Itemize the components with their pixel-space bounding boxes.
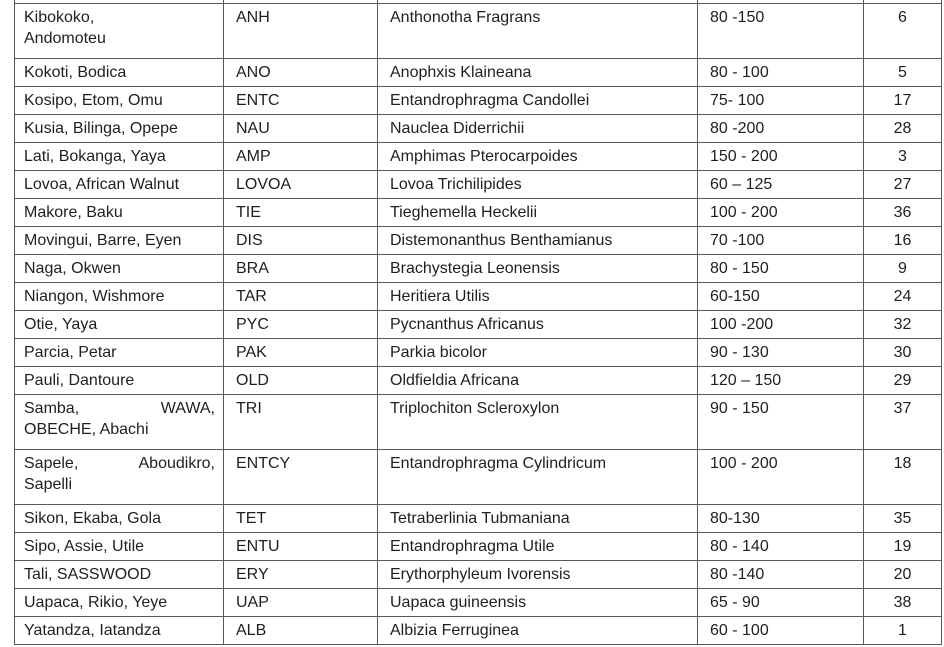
- cell-number: 30: [864, 339, 942, 367]
- cell-diameter-range: 70 -100: [698, 227, 864, 255]
- cell-code: DIS: [224, 227, 378, 255]
- cell-local-names: [15, 450, 224, 505]
- cell-diameter-range: 80 -140: [698, 561, 864, 589]
- cell-local-names: [15, 367, 224, 395]
- table-row: [15, 115, 942, 143]
- name-line: Sipo, Assie, Utile: [24, 538, 145, 555]
- cell-code: UAP: [224, 589, 378, 617]
- table-row: [15, 255, 942, 283]
- name-line: Yatandza, Iatandza: [24, 622, 161, 639]
- cell-code: ANH: [224, 4, 378, 59]
- name-line: Niangon, Wishmore: [24, 288, 165, 305]
- cell-diameter-range: 90 - 150: [698, 395, 864, 450]
- name-line: Tali, SASSWOOD: [24, 566, 152, 583]
- cell-scientific-name: Anthonotha Fragrans: [378, 4, 698, 59]
- table-row: [15, 533, 942, 561]
- cell-diameter-range: 80 -200: [698, 115, 864, 143]
- cell-number: 17: [864, 87, 942, 115]
- cell-scientific-name: Oldfieldia Africana: [378, 367, 698, 395]
- table-row: [15, 450, 942, 505]
- cell-diameter-range: 80 - 100: [698, 59, 864, 87]
- cell-code: ALB: [224, 617, 378, 645]
- table-row: [15, 395, 942, 450]
- cell-code: PAK: [224, 339, 378, 367]
- cell-number: 35: [864, 505, 942, 533]
- cell-number: 32: [864, 311, 942, 339]
- cell-diameter-range: 75- 100: [698, 87, 864, 115]
- cell-number: 16: [864, 227, 942, 255]
- name-line: Naga, Okwen: [24, 260, 121, 277]
- name-line: Kibokoko,: [24, 9, 95, 26]
- cell-local-names: [15, 589, 224, 617]
- cell-scientific-name: Anophxis Klaineana: [378, 59, 698, 87]
- cell-diameter-range: 65 - 90: [698, 589, 864, 617]
- cell-local-names: [15, 227, 224, 255]
- cell-local-names: [15, 395, 224, 450]
- cell-scientific-name: Brachystegia Leonensis: [378, 255, 698, 283]
- species-table: [14, 0, 942, 645]
- cell-local-names: [15, 561, 224, 589]
- table-row: [15, 227, 942, 255]
- cell-diameter-range: 80 - 140: [698, 533, 864, 561]
- cell-scientific-name: Pycnanthus Africanus: [378, 311, 698, 339]
- cell-scientific-name: Entandrophragma Utile: [378, 533, 698, 561]
- cell-scientific-name: Parkia bicolor: [378, 339, 698, 367]
- name-token: Sapele,: [24, 455, 79, 472]
- cell-code: PYC: [224, 311, 378, 339]
- name-line: Uapaca, Rikio, Yeye: [24, 594, 168, 611]
- table-row: [15, 339, 942, 367]
- cell-local-names: [15, 505, 224, 533]
- cell-diameter-range: 100 -200: [698, 311, 864, 339]
- cell-diameter-range: 60 - 100: [698, 617, 864, 645]
- cell-number: 19: [864, 533, 942, 561]
- table-row: [15, 4, 942, 59]
- cell-number: 38: [864, 589, 942, 617]
- cell-scientific-name: Nauclea Diderrichii: [378, 115, 698, 143]
- cell-number: 37: [864, 395, 942, 450]
- table-row: [15, 59, 942, 87]
- cell-local-names: [15, 339, 224, 367]
- name-token: WAWA,: [160, 400, 215, 417]
- cell-local-names: [15, 59, 224, 87]
- name-line: OBECHE, Abachi: [24, 421, 149, 438]
- cell-code: ENTCY: [224, 450, 378, 505]
- table-row: [15, 589, 942, 617]
- cell-scientific-name: Triplochiton Scleroxylon: [378, 395, 698, 450]
- cell-scientific-name: Entandrophragma Cylindricum: [378, 450, 698, 505]
- cell-local-names: [15, 87, 224, 115]
- table-body: [15, 0, 942, 645]
- cell-number: 20: [864, 561, 942, 589]
- name-line: Andomoteu: [24, 30, 106, 47]
- cell-code: TIE: [224, 199, 378, 227]
- cell-number: 36: [864, 199, 942, 227]
- table-row: [15, 367, 942, 395]
- cell-diameter-range: 60-150: [698, 283, 864, 311]
- cell-scientific-name: Heritiera Utilis: [378, 283, 698, 311]
- name-line: Sapelli: [24, 476, 73, 493]
- cell-local-names: [15, 255, 224, 283]
- cell-number: 29: [864, 367, 942, 395]
- cell-local-names: [15, 199, 224, 227]
- cell-number: 6: [864, 4, 942, 59]
- cell-scientific-name: Amphimas Pterocarpoides: [378, 143, 698, 171]
- name-token: Samba,: [24, 400, 80, 417]
- cell-diameter-range: 100 - 200: [698, 450, 864, 505]
- cell-scientific-name: Entandrophragma Candollei: [378, 87, 698, 115]
- table-row: [15, 283, 942, 311]
- table-row: [15, 617, 942, 645]
- cell-diameter-range: 80 -150: [698, 4, 864, 59]
- table-row: [15, 143, 942, 171]
- cell-code: ENTU: [224, 533, 378, 561]
- cell-local-names: [15, 617, 224, 645]
- name-line-justified: [24, 453, 215, 474]
- table-row: [15, 199, 942, 227]
- cell-number: 28: [864, 115, 942, 143]
- cell-scientific-name: Erythorphyleum Ivorensis: [378, 561, 698, 589]
- cell-local-names: [15, 115, 224, 143]
- cell-code: ANO: [224, 59, 378, 87]
- name-line: Lati, Bokanga, Yaya: [24, 148, 166, 165]
- cell-code: NAU: [224, 115, 378, 143]
- cell-code: BRA: [224, 255, 378, 283]
- cell-number: 1: [864, 617, 942, 645]
- name-line: Kosipo, Etom, Omu: [24, 92, 163, 109]
- cell-code: LOVOA: [224, 171, 378, 199]
- cell-code: TRI: [224, 395, 378, 450]
- cell-number: 27: [864, 171, 942, 199]
- name-line: Parcia, Petar: [24, 344, 117, 361]
- cell-code: TET: [224, 505, 378, 533]
- cell-code: ERY: [224, 561, 378, 589]
- cell-scientific-name: Uapaca guineensis: [378, 589, 698, 617]
- table-row: [15, 171, 942, 199]
- cell-diameter-range: 150 - 200: [698, 143, 864, 171]
- cell-diameter-range: 60 – 125: [698, 171, 864, 199]
- cell-code: ENTC: [224, 87, 378, 115]
- cell-code: AMP: [224, 143, 378, 171]
- cell-scientific-name: Distemonanthus Benthamianus: [378, 227, 698, 255]
- cell-local-names: [15, 283, 224, 311]
- cell-number: 24: [864, 283, 942, 311]
- cell-diameter-range: 80 - 150: [698, 255, 864, 283]
- cell-local-names: [15, 4, 224, 59]
- cell-number: 9: [864, 255, 942, 283]
- cell-code: OLD: [224, 367, 378, 395]
- table-row: [15, 561, 942, 589]
- name-line: Makore, Baku: [24, 204, 123, 221]
- cell-diameter-range: 100 - 200: [698, 199, 864, 227]
- cell-local-names: [15, 533, 224, 561]
- cell-local-names: [15, 311, 224, 339]
- name-line: Lovoa, African Walnut: [24, 176, 180, 193]
- cell-scientific-name: Tieghemella Heckelii: [378, 199, 698, 227]
- name-line: Sikon, Ekaba, Gola: [24, 510, 161, 527]
- table-row: [15, 311, 942, 339]
- cell-diameter-range: 90 - 130: [698, 339, 864, 367]
- cell-local-names: [15, 143, 224, 171]
- cell-scientific-name: Lovoa Trichilipides: [378, 171, 698, 199]
- table-row: [15, 505, 942, 533]
- table-row: [15, 87, 942, 115]
- name-line: Kusia, Bilinga, Opepe: [24, 120, 178, 137]
- cell-code: TAR: [224, 283, 378, 311]
- name-line: Kokoti, Bodica: [24, 64, 127, 81]
- cell-number: 18: [864, 450, 942, 505]
- name-line: Movingui, Barre, Eyen: [24, 232, 182, 249]
- name-line-justified: [24, 398, 215, 419]
- cell-scientific-name: Albizia Ferruginea: [378, 617, 698, 645]
- cell-diameter-range: 120 – 150: [698, 367, 864, 395]
- name-line: Pauli, Dantoure: [24, 372, 135, 389]
- cell-number: 5: [864, 59, 942, 87]
- cell-number: 3: [864, 143, 942, 171]
- cell-scientific-name: Tetraberlinia Tubmaniana: [378, 505, 698, 533]
- name-line: Otie, Yaya: [24, 316, 98, 333]
- name-token: Aboudikro,: [138, 455, 215, 472]
- cell-diameter-range: 80-130: [698, 505, 864, 533]
- cell-local-names: [15, 171, 224, 199]
